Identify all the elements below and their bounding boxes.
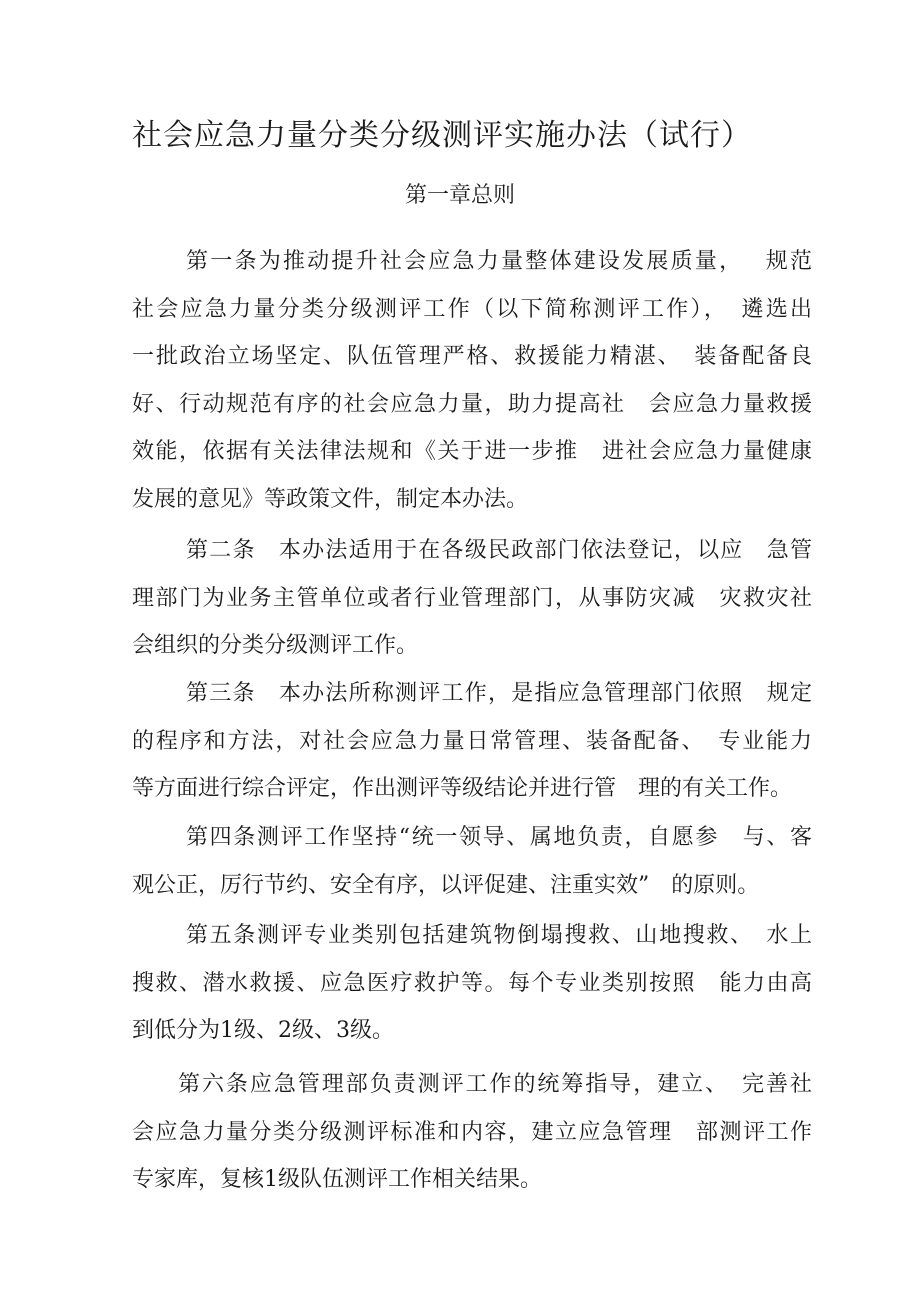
article-line: 会组织的分类分级测评工作。 xyxy=(132,633,419,658)
article-line: 第四条测评工作坚持“统一领导、属地负责，自愿参 与、客 xyxy=(186,825,812,850)
article-line: 社会应急力量分类分级测评工作（以下简称测评工作）， 遴选出 xyxy=(132,296,812,322)
article-line: 第三条 本办法所称测评工作，是指应急管理部门依照 规定 xyxy=(186,681,812,706)
article-line: 理部门为业务主管单位或者行业管理部门，从事防灾减 灾救灾社 xyxy=(132,585,812,611)
article-line: 的程序和方法，对社会应急力量日常管理、装备配备、 专业能力 xyxy=(132,728,812,754)
article-line: 效能，依据有关法律法规和《关于进一步推 进社会应急力量健康 xyxy=(132,439,812,464)
article-line: 等方面进行综合评定，作出测评等级结论并进行管 理的有关工作。 xyxy=(132,776,793,801)
article-line: 到低分为1级、2级、3级。 xyxy=(132,1018,394,1043)
chapter-heading: 第一章总则 xyxy=(404,183,515,208)
article-3 xyxy=(132,670,812,813)
article-1 xyxy=(132,238,812,523)
article-line: 观公正，厉行节约、安全有序，以评促建、注重实效” 的原则。 xyxy=(132,872,760,898)
article-line: 第二条 本办法适用于在各级民政部门依法登记，以应 急管 xyxy=(186,538,812,563)
article-line: 会应急力量分类分级测评标准和内容，建立应急管理 部测评工作 xyxy=(132,1119,812,1145)
article-line: 专家库，复核1级队伍测评工作相关结果。 xyxy=(132,1167,542,1192)
article-line: 第五条测评专业类别包括建筑物倒塌搜救、山地搜救、 水上 xyxy=(186,923,812,948)
article-4 xyxy=(132,814,812,909)
article-line: 第一条为推动提升社会应急力量整体建设发展质量， 规范 xyxy=(186,249,812,274)
article-line: 一批政治立场坚定、队伍管理严格、救援能力精湛、 装备配备良 xyxy=(132,344,812,369)
article-line: 搜救、潜水救援、应急医疗救护等。每个专业类别按照 能力由高 xyxy=(132,970,812,996)
document-title: 社会应急力量分类分级测评实施办法（试行） xyxy=(132,118,752,153)
article-line: 好、行动规范有序的社会应急力量，助力提高社 会应急力量救援 xyxy=(132,391,812,417)
article-2 xyxy=(132,527,812,670)
article-5 xyxy=(132,912,812,1055)
article-line: 发展的意见》等政策文件，制定本办法。 xyxy=(132,486,529,512)
article-6 xyxy=(132,1061,812,1204)
article-line: 第六条应急管理部负责测评工作的统筹指导，建立、 完善社 xyxy=(178,1072,812,1097)
